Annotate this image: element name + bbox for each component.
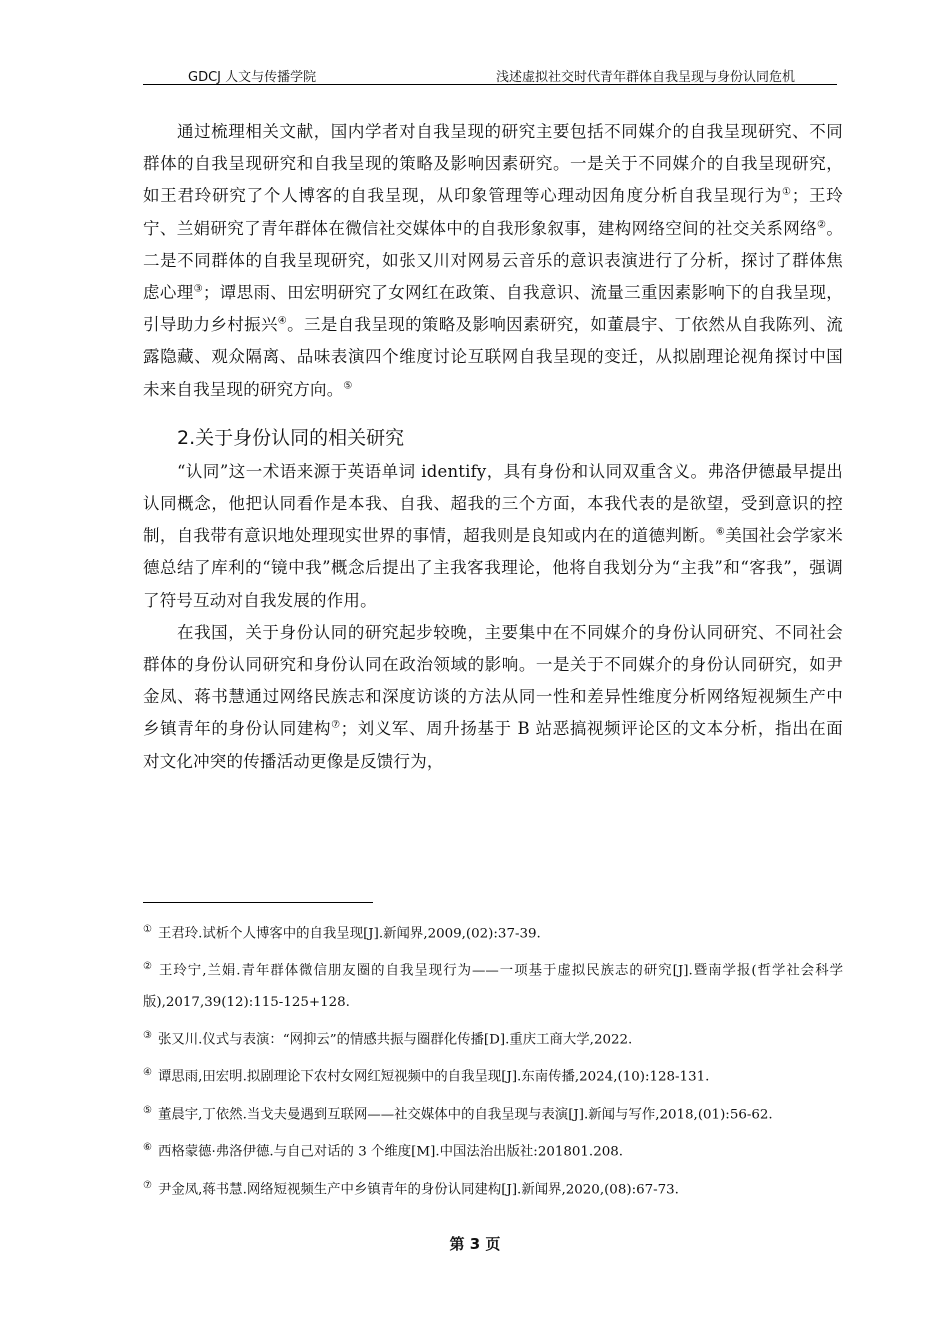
footnote-ref-3[interactable]: ③	[193, 283, 203, 295]
footnote-item: ⑤ 董晨宇,丁依然.当戈夫曼遇到互联网——社交媒体中的自我呈现与表演[J].新闻与写作,2018,(01):56-62.	[143, 1104, 773, 1123]
footnote-item: ① 王君玲.试析个人博客中的自我呈现[J].新闻界,2009,(02):37-39.	[143, 924, 541, 942]
footnote-ref-2[interactable]: ②	[816, 219, 827, 231]
header-paper-title: 浅述虚拟社交时代青年群体自我呈现与身份认同危机	[495, 70, 795, 85]
footnote-item: ⑥ 西格蒙德·弗洛伊德.与自己对话的 3 个维度[M].中国法治出版社:201801.208.	[143, 1142, 624, 1160]
footnote-ref-5[interactable]: ⑤	[343, 380, 353, 392]
footnote-item: ④ 谭思雨,田宏明.拟剧理论下农村女网红短视频中的自我呈现[J].东南传播,2024,(10):128-131.	[143, 1067, 710, 1085]
header-institution: GDCJ 人文与传播学院	[188, 70, 317, 85]
footnote-item: ② 王玲宁,兰娟.青年群体微信朋友圈的自我呈现行为——一项基于虚拟民族志的研究[J].暨南学报(哲学社会科学版),2017,39(12):115-125+128.	[143, 961, 843, 1010]
footnote-ref-7[interactable]: ⑦	[331, 719, 341, 731]
paragraph-identity-research-china: 在我国，关于身份认同的研究起步较晚，主要集中在不同媒介的身份认同研究、不同社会群体的身份认同研究和身份认同在政治领域的影响。一是关于不同媒介的身份认同研究，如尹金凤、蒋书慧通过网络民族志和深度访谈的方法从同一性和差异性维度分析网络短视频生产中乡镇青年的身份认同建构⑦；刘义军、周升扬基于 B 站恶搞视频评论区的文本分析，指出在面对文化冲突的传播活动更像是反馈行为，	[143, 622, 843, 771]
paragraph-self-presentation-review: 通过梳理相关文献，国内学者对自我呈现的研究主要包括不同媒介的自我呈现研究、不同群体的自我呈现研究和自我呈现的策略及影响因素研究。一是关于不同媒介的自我呈现研究，如王君玲研究了个人博客的自我呈现，从印象管理等心理动因角度分析自我呈现行为①；王玲宁、兰娟研究了青年群体在微信社交媒体中的自我形象叙事，建构网络空间的社交关系网络②。二是不同群体的自我呈现研究，如张又川对网易云音乐的意识表演进行了分析，探讨了群体焦虑心理③；谭思雨、田宏明研究了女网红在政策、自我意识、流量三重因素影响下的自我呈现，引导助力乡村振兴④。三是自我呈现的策略及影响因素研究，如董晨宇、丁依然从自我陈列、流露隐藏、观众隔离、品味表演四个维度讨论互联网自我呈现的变迁，从拟剧理论视角探讨中国未来自我呈现的研究方向。⑤	[143, 122, 844, 399]
page-number: 第 3 页	[449, 1235, 501, 1253]
footnote-item: ⑦ 尹金凤,蒋书慧.网络短视频生产中乡镇青年的身份认同建构[J].新闻界,2020,(08):67-73.	[143, 1179, 679, 1198]
main-content	[143, 116, 843, 778]
page-header	[143, 64, 837, 85]
footnote-ref-4[interactable]: ④	[277, 315, 288, 327]
footnote-separator	[143, 902, 373, 903]
paragraph-identity-concept: “认同”这一术语来源于英语单词 identify，具有身份和认同双重含义。弗洛伊德最早提出认同概念，他把认同看作是本我、自我、超我的三个方面，本我代表的是欲望，受到意识的控制，自我带有意识地处理现实世界的事情，超我则是良知或内在的道德判断。⑥美国社会学家米德总结了库利的“镜中我”概念后提出了主我客我理论，他将自我划分为“主我”和“客我”，强调了符号互动对自我发展的作用。	[143, 461, 843, 610]
section-heading: 2.关于身份认同的相关研究	[177, 426, 405, 449]
footnote-ref-1[interactable]: ①	[782, 186, 792, 198]
footnote-ref-6[interactable]: ⑥	[715, 526, 726, 538]
footnote-item: ③ 张又川.仪式与表演：“网抑云”的情感共振与圈群化传播[D].重庆工商大学,2022.	[143, 1029, 633, 1048]
footnotes	[143, 914, 843, 1207]
